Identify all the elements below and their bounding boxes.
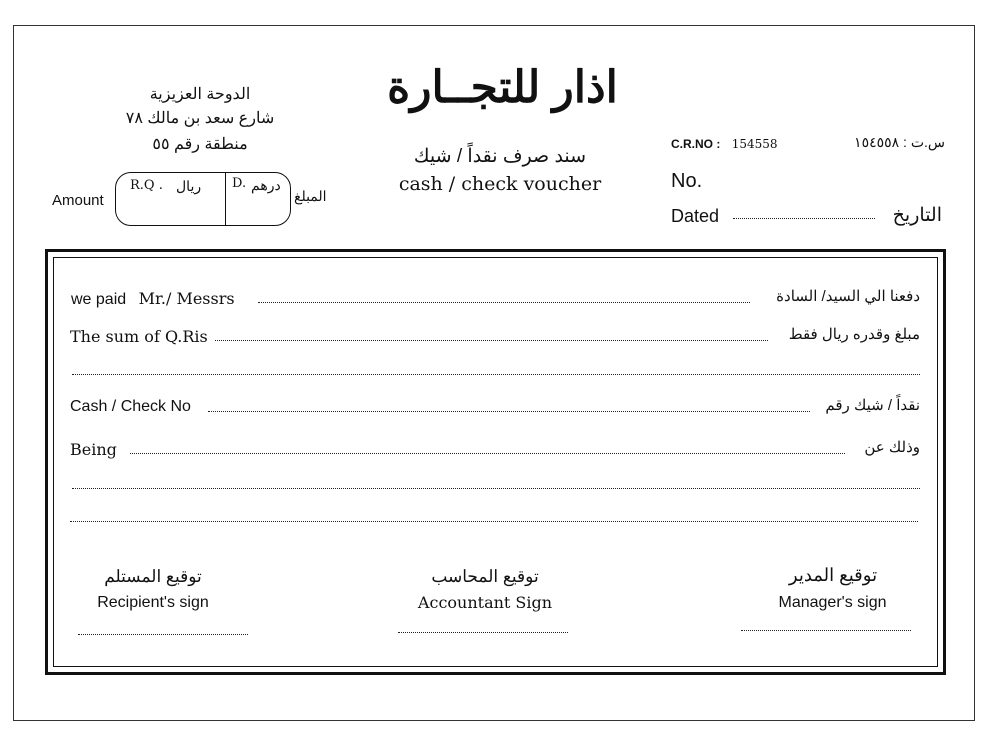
cr-number-ar: س.ت : ١٥٤٥٥٨ [854,134,945,150]
check-no-label-en: Cash / Check No [70,398,191,415]
recipient-sign-label-ar: توقيع المستلم [104,567,202,586]
accountant-sign-label-ar: توقيع المحاسب [431,567,539,586]
paid-to-field[interactable] [258,302,750,303]
being-label-en: Being [70,440,117,459]
sum-field-continued[interactable] [72,374,920,375]
address-line-2: شارع سعد بن مالك ٧٨ [125,110,275,127]
address-line-1: الدوحة العزيزية [149,86,251,103]
dirham-label-ar: درهم [251,177,281,193]
recipient-sign-label-en: Recipient's sign [97,594,209,611]
check-no-label-ar: نقداً / شيك رقم [825,397,920,414]
voucher-title-ar: سند صرف نقداً / شيك [413,146,587,167]
being-field-continued-2[interactable] [70,521,918,522]
sum-field[interactable] [215,340,768,341]
sum-label-en: The sum of Q.Ris [70,327,208,346]
being-field[interactable] [130,453,845,454]
cr-number-label [671,137,778,151]
cr-value: 154558 [731,137,778,151]
dirham-label-en: D. [232,176,247,191]
address-line-3: منطقة رقم ٥٥ [152,136,248,153]
being-field-continued-1[interactable] [72,488,920,489]
messrs-label: Mr./ Messrs [138,289,235,308]
riyal-label-en: R.Q . [130,178,163,193]
being-label-ar: وذلك عن [864,439,920,456]
accountant-sign-label-en: Accountant Sign [417,593,553,612]
manager-sign-label-ar: توقيع المدير [788,565,878,585]
dated-label: Dated [671,206,720,226]
check-no-field[interactable] [208,411,810,412]
amount-label: Amount [52,192,104,209]
dated-field[interactable] [733,218,875,219]
riyal-label-ar: ريال [176,178,202,194]
manager-sign-field[interactable] [741,630,911,631]
paid-to-label-ar: دفعنا الي السيد/ السادة [776,288,920,305]
we-paid-label: we paid [71,291,127,308]
accountant-sign-field[interactable] [398,632,568,633]
cr-label: C.R.NO : [671,137,721,151]
amount-label-ar: المبلغ [294,188,327,204]
voucher-title-en: cash / check voucher [398,173,602,195]
dated-label-ar: التاريخ [892,205,942,226]
paid-to-label-en [71,289,235,309]
amount-divider [225,172,226,226]
manager-sign-label-en: Manager's sign [778,594,887,611]
voucher-no-label: No. [671,170,703,192]
company-logo-text: اذار للتجــارة [387,63,618,112]
recipient-sign-field[interactable] [78,634,248,635]
sum-label-ar: مبلغ وقدره ريال فقط [788,326,920,343]
